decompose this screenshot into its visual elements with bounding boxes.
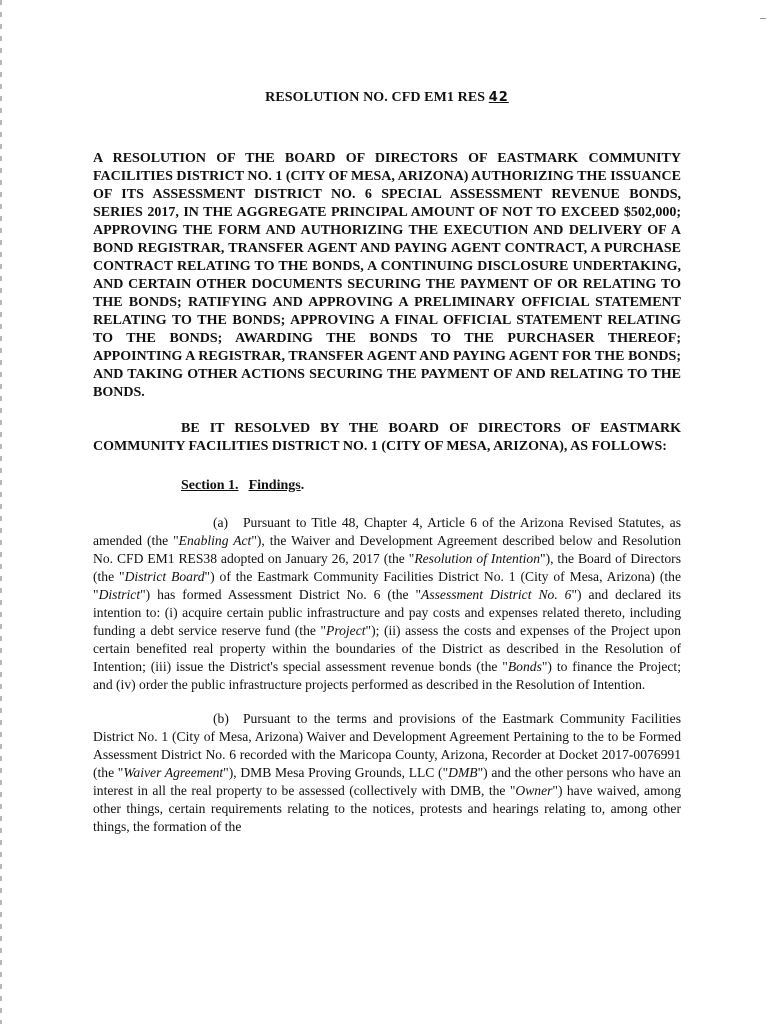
- paragraph-a-label: (a): [213, 515, 229, 530]
- section-number: Section 1.: [181, 478, 239, 493]
- para-a-text: "), the Board of Directors (the ": [93, 551, 681, 584]
- term-bonds: Bonds: [507, 659, 542, 674]
- paragraph-a: [93, 514, 681, 694]
- para-b-text: ") have waived, among other things, certain requirements relating to the notices, protests and hearings relating to, among other things, the formation of the: [93, 783, 681, 834]
- resolution-title: [93, 90, 681, 106]
- term-resolution-of-intention: Resolution of Intention: [414, 551, 541, 566]
- paragraph-b: [93, 710, 681, 836]
- para-b-text: ") and the other persons who have an interest in all the real property to be assessed (collectively with DMB, the ": [93, 765, 681, 798]
- section-title: Findings: [248, 478, 301, 493]
- term-assessment-district: Assessment District No. 6: [421, 587, 572, 602]
- resolution-body: [93, 90, 681, 836]
- resolution-title-prefix: RESOLUTION NO. CFD EM1 RES: [265, 90, 486, 105]
- para-b-text: Pursuant to the terms and provisions of the Eastmark Community Facilities District No. 1 (City of Mesa, Arizona) Waiver and Development Agreement Pertaining to the to be Formed Assessment District No. 6 recorded with the Maricopa County, Arizona, Recorder at Docket 2017-0076991 (the ": [93, 711, 681, 780]
- resolution-preamble: A RESOLUTION OF THE BOARD OF DIRECTORS OF EASTMARK COMMUNITY FACILITIES DISTRICT NO. 1 (CITY OF MESA, ARIZONA) AUTHORIZING THE ISSUANCE OF ITS ASSESSMENT DISTRICT NO. 6 SPECIAL ASSESSMENT REVENUE BONDS, SERIES 2017, IN THE AGGREGATE PRINCIPAL AMOUNT OF NOT TO EXCEED $502,000; APPROVING THE FORM AND AUTHORIZING THE EXECUTION AND DELIVERY OF A BOND REGISTRAR, TRANSFER AGENT AND PAYING AGENT CONTRACT, A PURCHASE CONTRACT RELATING TO THE BONDS, A CONTINUING DISCLOSURE UNDERTAKING, AND CERTAIN OTHER DOCUMENTS SECURING THE PAYMENT OF OR RELATING TO THE BONDS; RATIFYING AND APPROVING A PRELIMINARY OFFICIAL STATEMENT RELATING TO THE BONDS; APPROVING A FINAL OFFICIAL STATEMENT RELATING TO THE BONDS; AWARDING THE BONDS TO THE PURCHASER THEREOF; APPOINTING A REGISTRAR, TRANSFER AGENT AND PAYING AGENT FOR THE BONDS; AND TAKING OTHER ACTIONS SECURING THE PAYMENT OF AND RELATING TO THE BONDS.: [93, 151, 681, 400]
- term-owner: Owner: [515, 783, 553, 798]
- para-b-text: "), DMB Mesa Proving Grounds, LLC (": [223, 765, 449, 780]
- para-a-text: ") to finance the Project; and (iv) order the public infrastructure projects performed as described in the Resolution of Intention.: [93, 659, 681, 692]
- para-a-text: Pursuant to Title 48, Chapter 4, Article 6 of the Arizona Revised Statutes, as amended (the ": [93, 515, 681, 548]
- resolution-number-handwritten: 42: [488, 90, 509, 105]
- term-project: Project: [326, 623, 366, 638]
- term-waiver-agreement: Waiver Agreement: [123, 765, 224, 780]
- term-dmb: DMB: [448, 765, 478, 780]
- para-a-text: "), the Waiver and Development Agreement described below and Resolution No. CFD EM1 RES38 adopted on January 26, 2017 (the ": [93, 533, 682, 566]
- scan-edge-artifact: [0, 0, 2, 1024]
- para-a-text: ") has formed Assessment District No. 6 (the ": [140, 587, 422, 602]
- para-a-text: ") of the Eastmark Community Facilities District No. 1 (City of Mesa, Arizona) (the ": [93, 569, 681, 602]
- be-it-resolved-clause: BE IT RESOLVED BY THE BOARD OF DIRECTORS OF EASTMARK COMMUNITY FACILITIES DISTRICT NO. 1 (CITY OF MESA, ARIZONA), AS FOLLOWS:: [93, 421, 681, 454]
- para-a-text: "); (ii) assess the costs and expenses of the Project upon certain benefited real property within the boundaries of the District as described in the Resolution of Intention; (iii) issue the District's special assessment revenue bonds (the ": [93, 623, 681, 674]
- para-a-text: ") and declared its intention to: (i) acquire certain public infrastructure and pay costs and expenses related thereto, including funding a debt service reserve fund (the ": [93, 587, 681, 638]
- term-district-board: District Board: [124, 569, 205, 584]
- term-district: District: [98, 587, 141, 602]
- paragraph-b-label: (b): [213, 711, 229, 726]
- section-heading: Section 1. Findings.: [181, 478, 305, 493]
- term-enabling-act: Enabling Act: [178, 533, 252, 548]
- scan-mark: [760, 18, 766, 19]
